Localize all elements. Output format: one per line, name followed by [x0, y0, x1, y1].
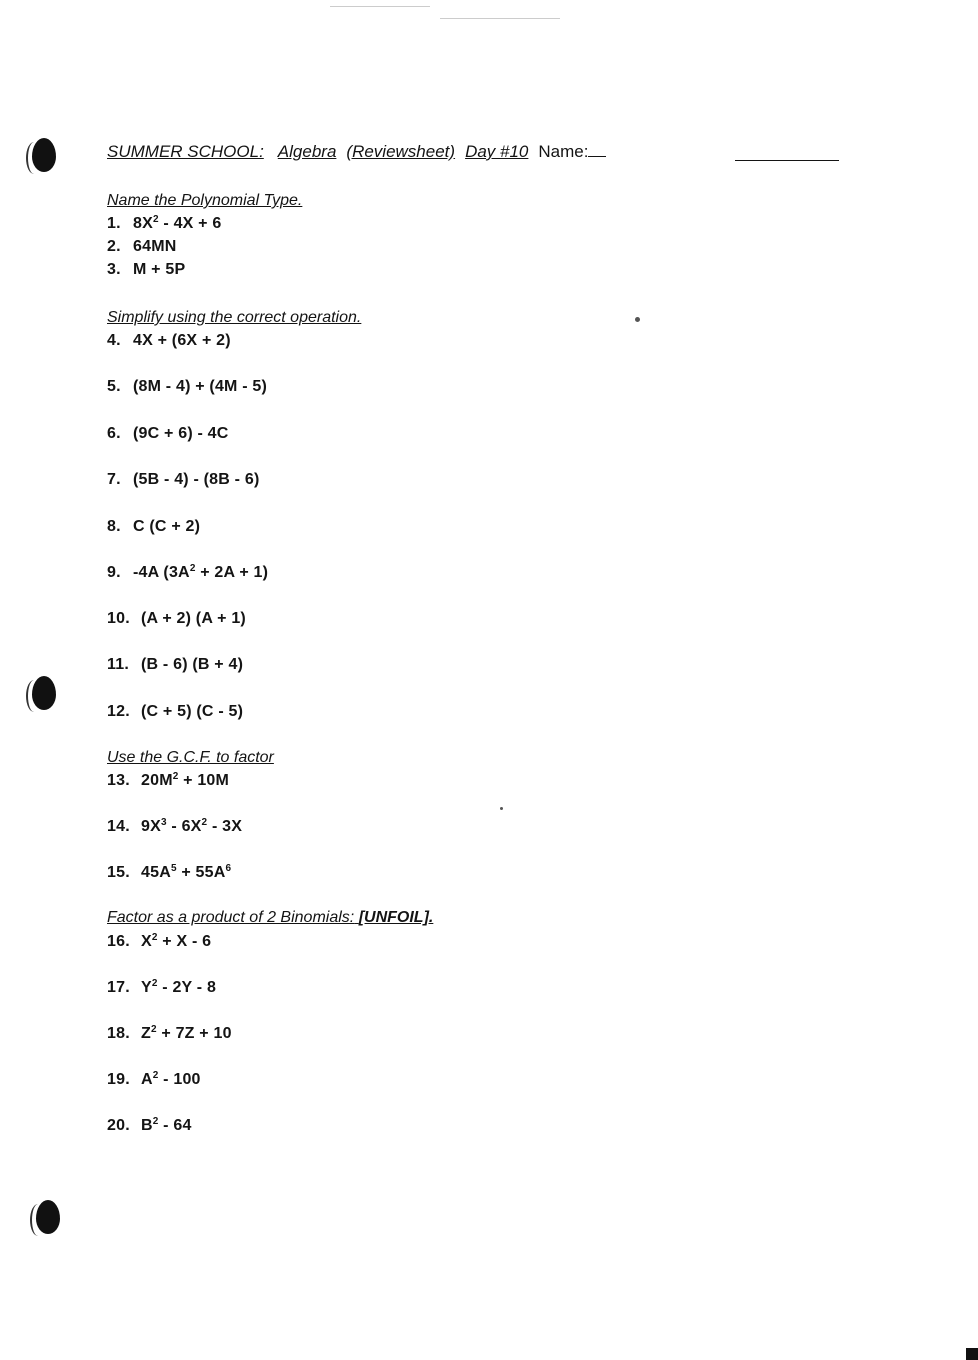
problem-9: 9. -4A $(3A^2 + 2A + 1)$	[107, 563, 269, 581]
name-blank[interactable]	[588, 156, 606, 157]
problem-19: 19. $A^2 - 100$	[107, 1070, 201, 1088]
corner-mark	[966, 1348, 978, 1360]
problem-8: 8. C (C + 2)	[107, 518, 201, 535]
problem-6: 6. (9C + 6) - 4C	[107, 425, 229, 442]
problem-13: 13. $20M^2 + 10M$	[107, 771, 230, 789]
header-sheet: (Reviewsheet)	[346, 142, 456, 161]
speck	[500, 807, 503, 810]
section-title: Use the G.C.F. to factor	[107, 749, 274, 766]
problem-1: 1. $8X^2 - 4X + 6$	[107, 214, 222, 232]
problem-20: 20. $B^2 - 64$	[107, 1116, 192, 1134]
header-day: Day #10	[465, 142, 529, 161]
scan-mark	[440, 18, 560, 19]
name-label: Name:	[538, 142, 589, 161]
name-blank-line[interactable]	[735, 160, 839, 161]
section-title: Factor as a product of 2 Binomials: [UNFOIL].	[107, 909, 434, 926]
header-school: SUMMER SCHOOL:	[107, 142, 264, 161]
punch-hole	[26, 676, 56, 712]
section-title: Simplify using the correct operation.	[107, 309, 362, 326]
punch-hole	[26, 138, 56, 174]
scan-mark	[330, 6, 430, 7]
problem-17: 17. $Y^2 - 2Y - 8$	[107, 978, 217, 996]
speck	[635, 317, 640, 322]
section-title: Name the Polynomial Type.	[107, 192, 303, 209]
problem-16: 16. $X^2 + X - 6$	[107, 932, 212, 950]
problem-11: 11. (B - 6) (B + 4)	[107, 656, 244, 673]
problem-5: 5. (8M - 4) + (4M - 5)	[107, 378, 268, 395]
problem-4: 4. 4X + (6X + 2)	[107, 332, 231, 349]
problem-18: 18. $Z^2 + 7Z + 10$	[107, 1024, 232, 1042]
header-subject: Algebra	[277, 142, 337, 161]
problem-14: 14. $9X^3 - 6X^2 - 3X$	[107, 817, 243, 835]
worksheet-header	[107, 142, 606, 162]
problem-12: 12. (C + 5) (C - 5)	[107, 703, 244, 720]
problem-3: 3. M + 5P	[107, 261, 186, 278]
punch-hole	[30, 1200, 60, 1236]
problem-2: 2. 64MN	[107, 238, 177, 255]
problem-7: 7. (5B - 4) - (8B - 6)	[107, 471, 260, 488]
problem-10: 10. (A + 2) (A + 1)	[107, 610, 246, 627]
problem-15: 15. $45A^5 + 55A^6$	[107, 863, 232, 881]
